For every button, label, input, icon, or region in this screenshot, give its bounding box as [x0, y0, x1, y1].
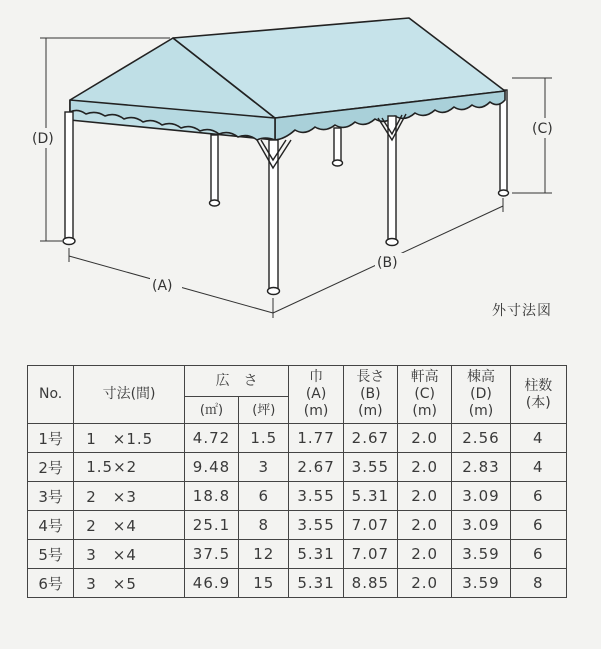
table-row [28, 511, 567, 540]
cell-no: 1号 [28, 424, 74, 453]
tent-canopy [70, 18, 505, 140]
cell-tsubo: 15 [239, 569, 289, 598]
cell-a: 1.77 [289, 424, 343, 453]
cell-d: 2.83 [452, 453, 510, 482]
cell-d: 3.09 [452, 511, 510, 540]
cell-no: 5号 [28, 540, 74, 569]
cell-size: 3 ×4 [74, 540, 185, 569]
header-eave-c [398, 366, 452, 424]
header-posts [510, 366, 566, 424]
cell-no: 3号 [28, 482, 74, 511]
cell-posts: 4 [510, 453, 566, 482]
header-size: 寸法(間) [74, 366, 185, 424]
cell-no: 4号 [28, 511, 74, 540]
cell-d: 2.56 [452, 424, 510, 453]
cell-tsubo: 3 [239, 453, 289, 482]
cell-size: 3 ×5 [74, 569, 185, 598]
cell-c: 2.0 [398, 482, 452, 511]
header-ridge-d-line2: (D) [470, 386, 492, 402]
header-length-b [343, 366, 397, 424]
header-area-tsubo: (坪) [239, 397, 289, 424]
cell-size: 2 ×4 [74, 511, 185, 540]
header-no: No. [28, 366, 74, 424]
cell-b: 5.31 [343, 482, 397, 511]
cell-m2: 9.48 [184, 453, 238, 482]
table-row [28, 424, 567, 453]
cell-m2: 46.9 [184, 569, 238, 598]
label-d: (D) [32, 131, 54, 147]
table-row [28, 453, 567, 482]
cell-m2: 37.5 [184, 540, 238, 569]
cell-tsubo: 8 [239, 511, 289, 540]
cell-tsubo: 1.5 [239, 424, 289, 453]
cell-size: 1 ×1.5 [74, 424, 185, 453]
figure-caption: 外寸法図 [492, 303, 552, 319]
table-row [28, 569, 567, 598]
header-length-b-line1: 長さ [356, 369, 385, 385]
header-ridge-d-line3: (m) [468, 403, 494, 419]
cell-posts: 4 [510, 424, 566, 453]
cell-size: 2 ×3 [74, 482, 185, 511]
cell-posts: 6 [510, 511, 566, 540]
header-width-a-line2: (A) [305, 386, 327, 402]
cell-c: 2.0 [398, 569, 452, 598]
cell-a: 2.67 [289, 453, 343, 482]
cell-a: 5.31 [289, 540, 343, 569]
header-width-a-line1: 巾 [309, 369, 324, 385]
cell-posts: 6 [510, 540, 566, 569]
dimension-labels [30, 118, 562, 296]
label-b: (B) [377, 255, 398, 271]
header-posts-line1: 柱数 [524, 377, 553, 394]
cell-d: 3.59 [452, 569, 510, 598]
cell-d: 3.59 [452, 540, 510, 569]
cell-m2: 18.8 [184, 482, 238, 511]
header-posts-line2: (本) [525, 394, 551, 411]
cell-b: 3.55 [343, 453, 397, 482]
header-eave-c-line1: 軒高 [410, 369, 439, 385]
cell-a: 3.55 [289, 482, 343, 511]
cell-c: 2.0 [398, 453, 452, 482]
header-ridge-d-line1: 棟高 [466, 369, 495, 385]
cell-posts: 8 [510, 569, 566, 598]
header-eave-c-line3: (m) [412, 403, 437, 419]
table-row [28, 540, 567, 569]
table-row [28, 482, 567, 511]
cell-c: 2.0 [398, 540, 452, 569]
header-length-b-line3: (m) [358, 403, 383, 419]
cell-b: 7.07 [343, 511, 397, 540]
cell-tsubo: 6 [239, 482, 289, 511]
header-eave-c-line2: (C) [414, 386, 436, 402]
header-width-a [289, 366, 343, 424]
cell-size: 1.5×2 [74, 453, 185, 482]
label-a: (A) [152, 278, 173, 294]
label-c: (C) [532, 121, 553, 137]
header-ridge-d [452, 366, 510, 424]
cell-b: 8.85 [343, 569, 397, 598]
tent-spec-table [27, 365, 567, 598]
cell-tsubo: 12 [239, 540, 289, 569]
cell-no: 6号 [28, 569, 74, 598]
cell-m2: 25.1 [184, 511, 238, 540]
cell-no: 2号 [28, 453, 74, 482]
cell-b: 2.67 [343, 424, 397, 453]
cell-a: 5.31 [289, 569, 343, 598]
cell-d: 3.09 [452, 482, 510, 511]
cell-m2: 4.72 [184, 424, 238, 453]
cell-a: 3.55 [289, 511, 343, 540]
cell-b: 7.07 [343, 540, 397, 569]
cell-c: 2.0 [398, 511, 452, 540]
cell-c: 2.0 [398, 424, 452, 453]
header-width-a-line3: (m) [303, 403, 329, 419]
header-area: 広 さ [184, 366, 289, 397]
header-length-b-line2: (B) [360, 386, 381, 402]
header-area-m2: (㎡) [184, 397, 238, 424]
front-posts [63, 112, 406, 295]
cell-posts: 6 [510, 482, 566, 511]
